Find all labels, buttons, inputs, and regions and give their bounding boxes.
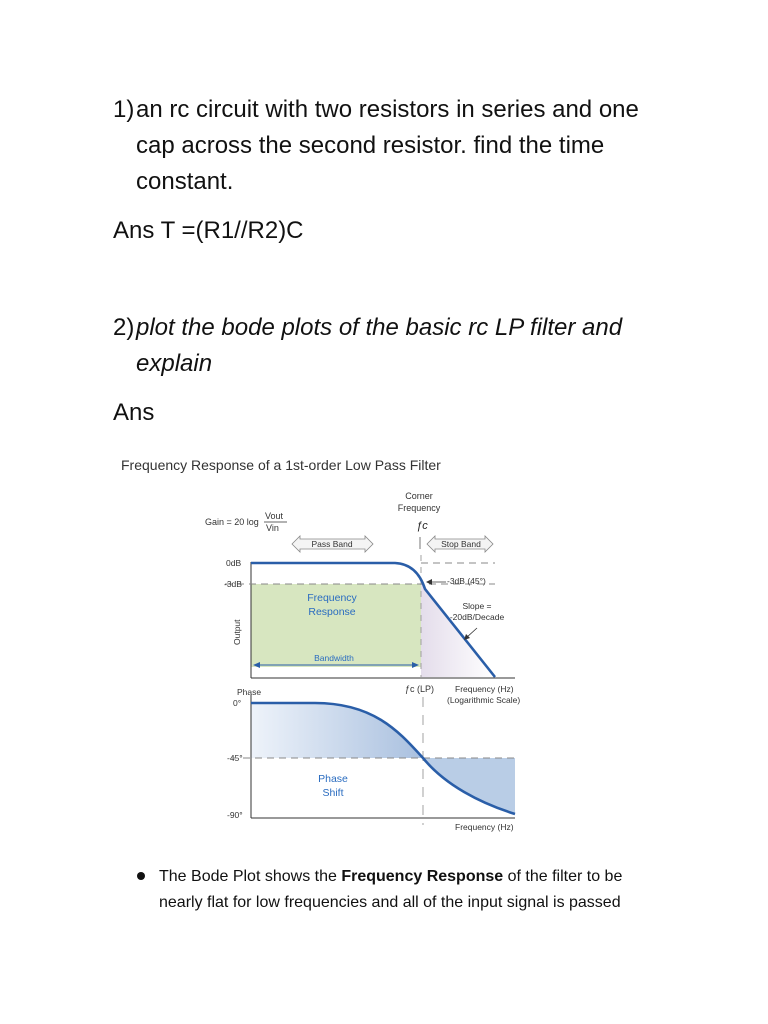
log-scale-label: (Logarithmic Scale) bbox=[447, 695, 521, 705]
zero-degree-tick: 0° bbox=[233, 698, 242, 708]
question-line: constant. bbox=[136, 168, 234, 195]
stop-band-label: Stop Band bbox=[441, 539, 481, 549]
answer-1: Ans T =(R1//R2)C bbox=[113, 217, 304, 244]
bandwidth-label: Bandwidth bbox=[314, 653, 354, 663]
question-number: 2) bbox=[113, 314, 135, 341]
question-1 bbox=[113, 92, 639, 200]
bullet-line bbox=[159, 864, 657, 890]
minus45-degree-tick: -45° bbox=[227, 753, 243, 763]
question-number: 1) bbox=[113, 96, 135, 123]
bullet-text: The Bode Plot shows the bbox=[159, 868, 342, 885]
frequency-response-label: Response bbox=[308, 606, 356, 618]
question-2 bbox=[113, 310, 622, 382]
question-line: plot the bode plots of the basic rc LP filter and bbox=[136, 314, 623, 341]
bode-plot-figure bbox=[195, 485, 535, 837]
slope-label: -20dB/Decade bbox=[449, 612, 505, 622]
minus3db-note: -3dB (45°) bbox=[447, 576, 486, 586]
bullet-text: of the filter to be bbox=[503, 868, 623, 885]
minus3db-annotation bbox=[426, 576, 486, 586]
vin-label: Vin bbox=[266, 523, 279, 533]
frequency-axis-label-bottom: Frequency (Hz) bbox=[455, 822, 514, 832]
phase-shift-label: Phase bbox=[318, 773, 348, 785]
pass-band-arrow bbox=[292, 536, 373, 552]
figure-title: Frequency Response of a 1st-order Low Pass Filter bbox=[121, 457, 441, 473]
vout-label: Vout bbox=[265, 511, 284, 521]
frequency-response-label: Frequency bbox=[307, 592, 357, 604]
corner-frequency-label: Frequency bbox=[397, 503, 441, 513]
gain-label: Gain = 20 log bbox=[205, 517, 259, 527]
bullet-item bbox=[137, 864, 657, 916]
question-line: cap across the second resistor. find the time bbox=[136, 132, 605, 159]
zero-db-tick: 0dB bbox=[226, 558, 242, 568]
fc-lp-label: ƒc (LP) bbox=[405, 684, 435, 694]
fc-label: ƒc bbox=[416, 520, 428, 532]
stop-band-arrow bbox=[427, 536, 493, 552]
phase-shift-label: Shift bbox=[322, 787, 344, 799]
question-line: an rc circuit with two resistors in series and one bbox=[136, 96, 639, 123]
corner-frequency-label: Corner bbox=[405, 491, 433, 501]
answer-2-label: Ans bbox=[113, 399, 155, 426]
frequency-axis-label: Frequency (Hz) bbox=[455, 684, 514, 694]
slope-label: Slope = bbox=[462, 601, 492, 611]
minus90-degree-tick: -90° bbox=[227, 810, 243, 820]
output-axis-label: Output bbox=[232, 619, 242, 645]
phase-axis-label: Phase bbox=[237, 687, 262, 697]
question-line: explain bbox=[136, 350, 213, 377]
bullet-bold-text: Frequency Response bbox=[341, 868, 504, 885]
bullet-dot bbox=[137, 872, 145, 880]
pass-band-label: Pass Band bbox=[311, 539, 353, 549]
bullet-line: nearly flat for low frequencies and all of the input signal is passed bbox=[159, 894, 621, 911]
minus3db-tick: -3dB bbox=[224, 579, 242, 589]
slope-arrow bbox=[464, 628, 477, 640]
phase-fill-right bbox=[423, 758, 515, 814]
